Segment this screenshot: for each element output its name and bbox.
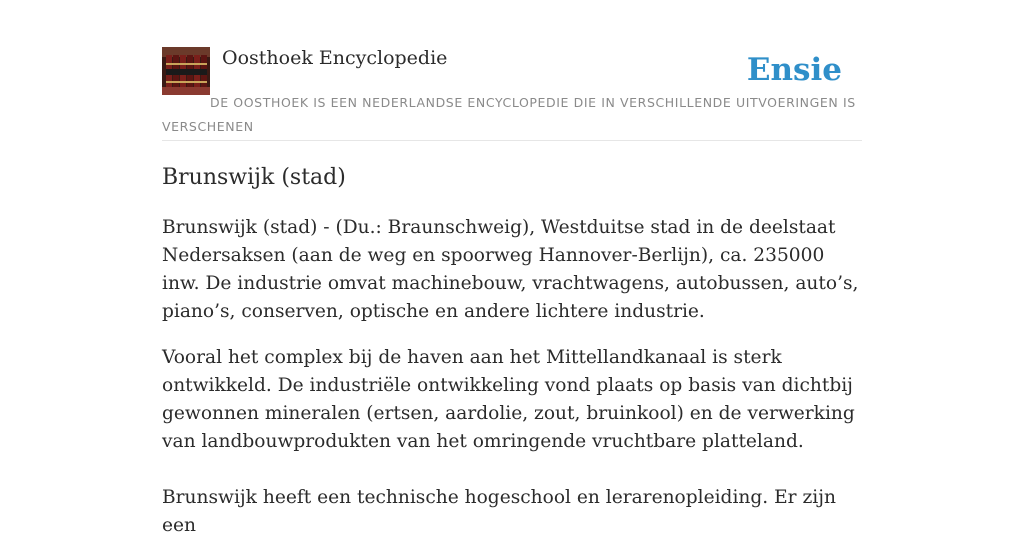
site-title[interactable]: Oosthoek Encyclopedie — [222, 47, 448, 69]
article-paragraph: Vooral het complex bij de haven aan het Mittellandkanaal is sterk ontwikkeld. De industriële ontwikkeling vond plaats op basis van dichtbij gewonnen mineralen (ertsen, aardolie, zout, bruinkool) en de verwerking van landbouwprodukten van het omringende vruchtbare platteland. — [162, 347, 855, 452]
site-tagline: DE OOSTHOEK IS EEN NEDERLANDSE ENCYCLOPEDIE DIE IN VERSCHILLENDE UITVOERINGEN IS VERSCHENEN — [162, 95, 856, 134]
brand-logo[interactable]: Ensie — [746, 52, 842, 88]
site-header — [162, 46, 862, 141]
article — [162, 160, 864, 540]
article-paragraph: Brunswijk (stad) - (Du.: Braunschweig), Westduitse stad in de deelstaat Nedersaksen (aan de weg en spoorweg Hannover-Berlijn), ca. 235000 inw. De industrie omvat machinebouw, vrachtwagens, autobussen, auto’s, piano’s, conserven, optische en andere lichtere industrie. — [162, 217, 859, 322]
encyclopedia-books-icon — [162, 47, 210, 95]
avatar[interactable] — [162, 47, 210, 95]
article-title: Brunswijk (stad) — [162, 165, 346, 190]
article-paragraph: Brunswijk heeft een technische hogeschool en lerarenopleiding. Er zijn een — [162, 487, 836, 536]
